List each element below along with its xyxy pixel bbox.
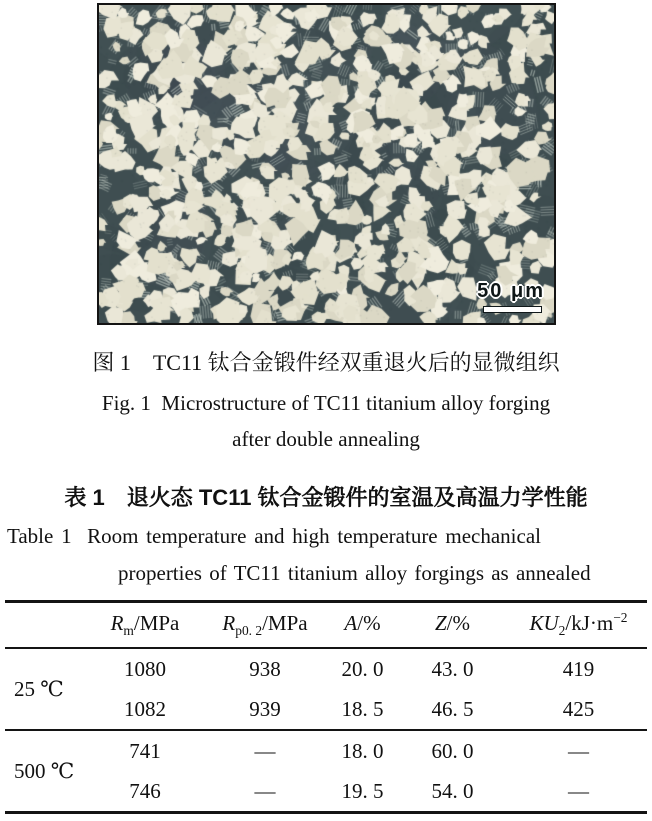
figure-caption-en-line1: Fig. 1 Microstructure of TC11 titanium alloy forging — [101, 391, 551, 415]
cell-500c-r1-z: 60. 0 — [395, 730, 510, 771]
cell-25c-r2-rm: 1082 — [124, 696, 166, 721]
scale-bar-label: 50 μm — [477, 280, 545, 302]
cell-25c-r2-a: 18. 5 — [341, 696, 384, 721]
scale-bar — [483, 306, 542, 313]
header-symbol: R — [110, 611, 124, 636]
cell-25c-r2-rp02: 939 — [249, 696, 281, 721]
cell-25c-r1-z: 43. 0 — [431, 656, 474, 681]
cell-500c-r2-rm: 746 — [129, 778, 161, 803]
cell-500c-r2-ku2: — — [568, 778, 589, 803]
table-header-row — [5, 602, 647, 649]
col-header-z — [395, 602, 510, 649]
header-symbol: R — [222, 611, 236, 636]
header-subscript: m — [123, 623, 134, 639]
table-caption-cn: 表 1 退火态 TC11 钛合金锻件的室温及高温力学性能 — [64, 485, 588, 510]
group-label-25c: 25 ℃ — [14, 676, 64, 701]
cell-500c-r1-ku2: — — [510, 730, 647, 771]
properties-table — [5, 600, 647, 814]
table-caption-en-line1: Table 1 Room temperature and high temperature mechanical — [7, 524, 541, 548]
cell-25c-r2-z: 46. 5 — [431, 696, 474, 721]
header-unit: /% — [446, 611, 470, 636]
group-label-500c: 500 ℃ — [5, 730, 90, 813]
table-caption-en-line2: properties of TC11 titanium alloy forgings as annealed — [118, 561, 591, 585]
cell-25c-r1-a: 20. 0 — [341, 656, 384, 681]
col-header-a — [330, 602, 395, 649]
cell-500c-r1-rm: 741 — [90, 730, 200, 771]
cell-500c-r2-a: 19. 5 — [341, 778, 384, 803]
header-unit: /MPa — [133, 611, 180, 636]
col-header-rp02 — [200, 602, 330, 649]
cell-500c-r1-a: 18. 0 — [330, 730, 395, 771]
micrograph-figure — [97, 3, 556, 325]
cell-500c-r2-rp02: — — [254, 778, 276, 803]
header-subscript: p0. 2 — [235, 623, 263, 639]
col-header-rm — [90, 602, 200, 649]
header-unit: /kJ·m — [565, 611, 614, 636]
header-symbol: A — [344, 611, 358, 636]
table-row — [5, 771, 647, 813]
header-symbol: Z — [434, 611, 447, 636]
header-superscript: −2 — [613, 610, 628, 626]
header-symbol: KU — [529, 611, 559, 636]
table-row — [5, 730, 647, 771]
header-unit: /% — [357, 611, 381, 636]
cell-25c-r1-ku2: 419 — [562, 656, 595, 681]
figure-caption-cn: 图 1 TC11 钛合金锻件经双重退火后的显微组织 — [92, 350, 560, 375]
header-unit: /MPa — [262, 611, 308, 636]
corner-cell — [5, 602, 90, 649]
col-header-ku2 — [510, 602, 647, 649]
cell-500c-r2-z: 54. 0 — [431, 778, 474, 803]
table-row — [5, 689, 647, 730]
cell-500c-r1-rp02: — — [200, 730, 330, 771]
cell-25c-r2-ku2: 425 — [562, 696, 595, 721]
micrograph-image — [99, 5, 554, 323]
cell-25c-r1-rp02: 938 — [249, 656, 281, 681]
table-row — [5, 648, 647, 689]
figure-caption-en-line2: after double annealing — [232, 427, 420, 451]
header-subscript: 2 — [558, 623, 566, 639]
cell-25c-r1-rm: 1080 — [124, 656, 166, 681]
